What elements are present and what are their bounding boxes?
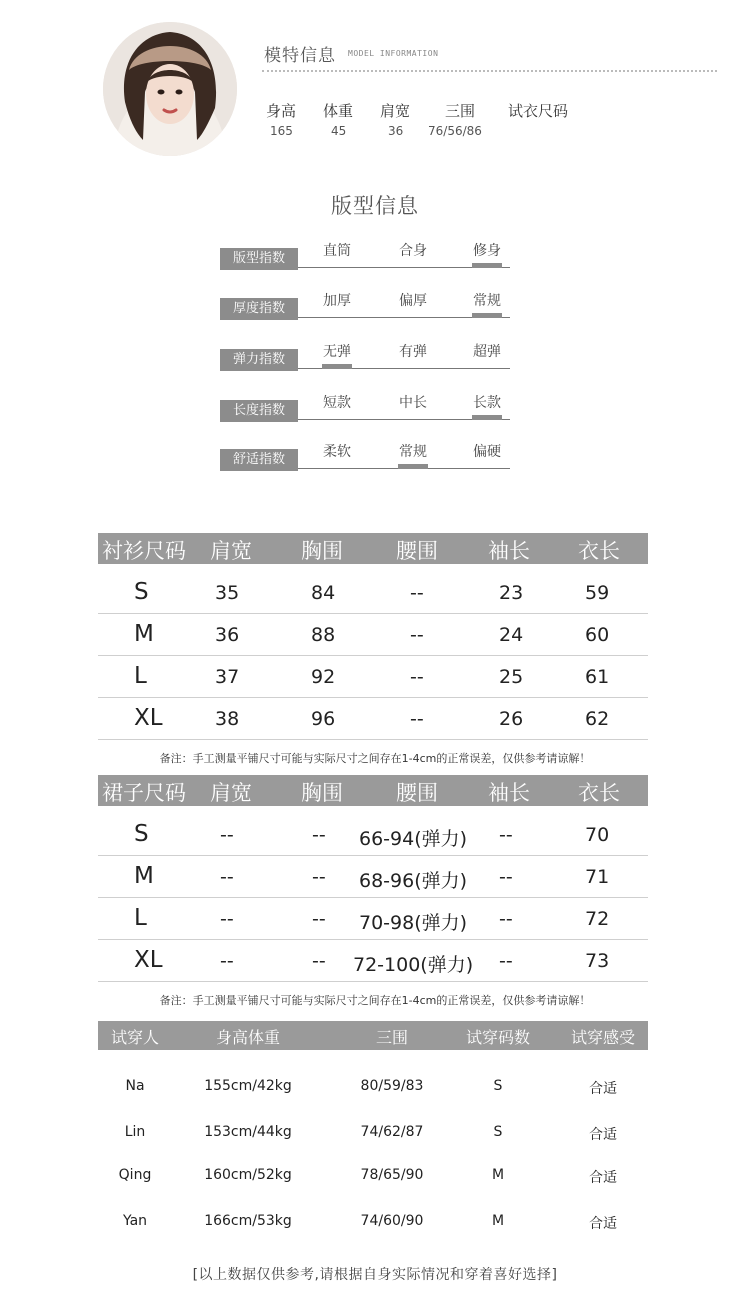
fit-row-label: 厚度指数 [220, 298, 298, 320]
table-row [98, 940, 648, 982]
fit-option: 加厚 [323, 293, 351, 309]
table-row [98, 614, 648, 656]
try-on-cell: 160cm/52kg [204, 1167, 292, 1183]
table-cell: -- [410, 666, 424, 688]
model-avatar [103, 22, 237, 156]
try-on-cell: 155cm/42kg [204, 1078, 292, 1094]
table-row [98, 698, 648, 740]
skirt_table-header [98, 775, 648, 806]
try-on-cell: Na [125, 1078, 145, 1094]
fit-row-label: 长度指数 [220, 400, 298, 422]
fit-option: 长款 [473, 395, 501, 411]
try-on-header-cell: 试穿感受 [570, 1028, 636, 1047]
try-on-header-cell: 试穿人 [110, 1028, 160, 1047]
fit-selected-marker [472, 313, 502, 318]
stat-label-height: 身高 [266, 102, 297, 120]
table-row [98, 856, 648, 898]
size-label: M [134, 863, 154, 889]
fit-selected-marker [472, 415, 502, 420]
try-on-cell: 166cm/53kg [204, 1213, 292, 1229]
try-on-header-cell: 试穿码数 [465, 1028, 531, 1047]
fit-row [220, 441, 510, 471]
try-on-cell: 78/65/90 [360, 1167, 424, 1183]
fit-row [220, 341, 510, 371]
stat-label-measurements: 三围 [445, 102, 476, 120]
skirt-table-note: 备注：手工测量平铺尺寸可能与实际尺寸之间存在1-4cm的正常误差，仅供参考请谅解！ [159, 994, 591, 1007]
try-on-cell: S [493, 1078, 503, 1094]
size-label: L [134, 663, 147, 689]
stat-value-measurements: 76/56/86 [428, 124, 482, 138]
table-cell: 23 [499, 582, 524, 604]
table-cell: 26 [499, 708, 524, 730]
fit-option: 常规 [473, 293, 501, 309]
skirt_table-header-cell: 胸围 [301, 781, 343, 805]
try-on-cell: M [491, 1213, 505, 1229]
fit-row-label: 舒适指数 [220, 449, 298, 471]
stat-value-weight: 45 [331, 124, 347, 138]
fit-option: 柔软 [323, 444, 351, 460]
model-info-subtitle: MODEL INFORMATION [348, 49, 439, 58]
table-cell: 88 [311, 624, 336, 646]
fit-option: 偏厚 [399, 293, 427, 309]
try-on-table-header [98, 1021, 648, 1050]
fit-option: 直筒 [323, 243, 351, 259]
table-cell: -- [410, 708, 424, 730]
table-cell: -- [312, 866, 326, 888]
try-on-cell: 合适 [589, 1216, 617, 1232]
try-on-cell: 74/60/90 [360, 1213, 424, 1229]
fit-row-label: 版型指数 [220, 248, 298, 270]
try-on-row [98, 1078, 648, 1098]
fit-option: 修身 [473, 243, 501, 259]
try-on-header-cell: 三围 [375, 1028, 409, 1047]
table-cell: -- [499, 866, 513, 888]
dotted-divider [262, 70, 717, 72]
table-cell: 92 [311, 666, 336, 688]
stat-value-height: 165 [270, 124, 293, 138]
try-on-cell: 合适 [589, 1127, 617, 1143]
try-on-cell: 80/59/83 [360, 1078, 424, 1094]
table-cell: -- [499, 824, 513, 846]
size-label: XL [134, 705, 163, 731]
fit-selected-marker [472, 263, 502, 268]
shirt_table-header-cell: 衣长 [578, 539, 620, 563]
fit-option: 合身 [399, 243, 427, 259]
table-cell: -- [312, 950, 326, 972]
stat-label-shoulder: 肩宽 [380, 102, 411, 120]
size-label: L [134, 905, 147, 931]
table-cell: 62 [585, 708, 610, 730]
shirt_table-header-cell: 袖长 [488, 539, 530, 563]
try-on-row [98, 1124, 648, 1144]
fit-option: 无弹 [323, 344, 351, 360]
fit-option: 中长 [399, 395, 427, 411]
try-on-cell: 合适 [589, 1170, 617, 1186]
table-row [98, 572, 648, 614]
try-on-cell: Lin [124, 1124, 146, 1140]
try-on-cell: 合适 [589, 1081, 617, 1097]
try-on-cell: 153cm/44kg [204, 1124, 292, 1140]
table-cell: 70-98(弹力) [359, 912, 468, 934]
table-cell: 72 [585, 908, 610, 930]
table-cell: 25 [499, 666, 524, 688]
table-cell: 96 [311, 708, 336, 730]
shirt_table-header-cell: 肩宽 [210, 539, 252, 563]
table-cell: 60 [585, 624, 610, 646]
fit-option: 短款 [323, 395, 351, 411]
table-cell: -- [312, 908, 326, 930]
table-cell: 35 [215, 582, 240, 604]
table-cell: 71 [585, 866, 610, 888]
size-label: S [134, 821, 149, 847]
skirt_table-header-cell: 袖长 [488, 781, 530, 805]
fit-option: 有弹 [399, 344, 427, 360]
shirt_table-header-cell: 腰围 [396, 539, 438, 563]
table-row [98, 814, 648, 856]
skirt_table-header-cell: 肩宽 [210, 781, 252, 805]
model-portrait-icon [103, 22, 237, 156]
fit-option: 偏硬 [473, 444, 501, 460]
fit-selected-marker [398, 464, 428, 469]
table-cell: 59 [585, 582, 610, 604]
table-cell: 70 [585, 824, 610, 846]
table-cell: -- [220, 908, 234, 930]
skirt_table-header-cell: 腰围 [396, 781, 438, 805]
shirt_table-header-cell: 胸围 [301, 539, 343, 563]
table-cell: 36 [215, 624, 240, 646]
table-row [98, 898, 648, 940]
try-on-row [98, 1167, 648, 1187]
fit-row [220, 240, 510, 270]
fit-row-label: 弹力指数 [220, 349, 298, 371]
table-cell: 72-100(弹力) [353, 954, 474, 976]
fit-row [220, 290, 510, 320]
stat-label-try-size: 试衣尺码 [508, 102, 569, 120]
model-info-title: 模特信息 [264, 46, 336, 66]
shirt_table-header [98, 533, 648, 564]
table-cell: -- [499, 908, 513, 930]
table-cell: 73 [585, 950, 610, 972]
table-cell: -- [312, 824, 326, 846]
stat-label-weight: 体重 [323, 102, 354, 120]
fit-option: 常规 [399, 444, 427, 460]
table-cell: -- [410, 624, 424, 646]
table-cell: 24 [499, 624, 524, 646]
try-on-cell: S [493, 1124, 503, 1140]
skirt_table-header-cell: 衣长 [578, 781, 620, 805]
table-cell: -- [220, 866, 234, 888]
table-cell: -- [220, 950, 234, 972]
fit-selected-marker [322, 364, 352, 369]
fit-option: 超弹 [473, 344, 501, 360]
try-on-cell: 74/62/87 [360, 1124, 424, 1140]
table-cell: -- [220, 824, 234, 846]
stat-value-shoulder: 36 [388, 124, 404, 138]
skirt_table-header-cell: 裙子尺码 [102, 781, 186, 805]
table-row [98, 656, 648, 698]
try-on-header-cell: 身高体重 [215, 1028, 281, 1047]
table-cell: 38 [215, 708, 240, 730]
table-cell: 37 [215, 666, 240, 688]
table-cell: -- [410, 582, 424, 604]
footer-disclaimer: [以上数据仅供参考,请根据自身实际情况和穿着喜好选择] [192, 1267, 558, 1283]
fit-info-heading: 版型信息 [331, 194, 419, 218]
shirt_table-header-cell: 衬衫尺码 [102, 539, 186, 563]
size-label: S [134, 579, 149, 605]
table-cell: 84 [311, 582, 336, 604]
table-cell: 68-96(弹力) [359, 870, 468, 892]
table-cell: 61 [585, 666, 610, 688]
table-cell: 66-94(弹力) [359, 828, 468, 850]
try-on-cell: M [491, 1167, 505, 1183]
shirt-table-note: 备注：手工测量平铺尺寸可能与实际尺寸之间存在1-4cm的正常误差，仅供参考请谅解！ [159, 752, 591, 765]
try-on-cell: Yan [122, 1213, 148, 1229]
try-on-row [98, 1213, 648, 1233]
table-cell: -- [499, 950, 513, 972]
fit-row [220, 392, 510, 422]
size-label: XL [134, 947, 163, 973]
try-on-cell: Qing [118, 1167, 152, 1183]
size-label: M [134, 621, 154, 647]
